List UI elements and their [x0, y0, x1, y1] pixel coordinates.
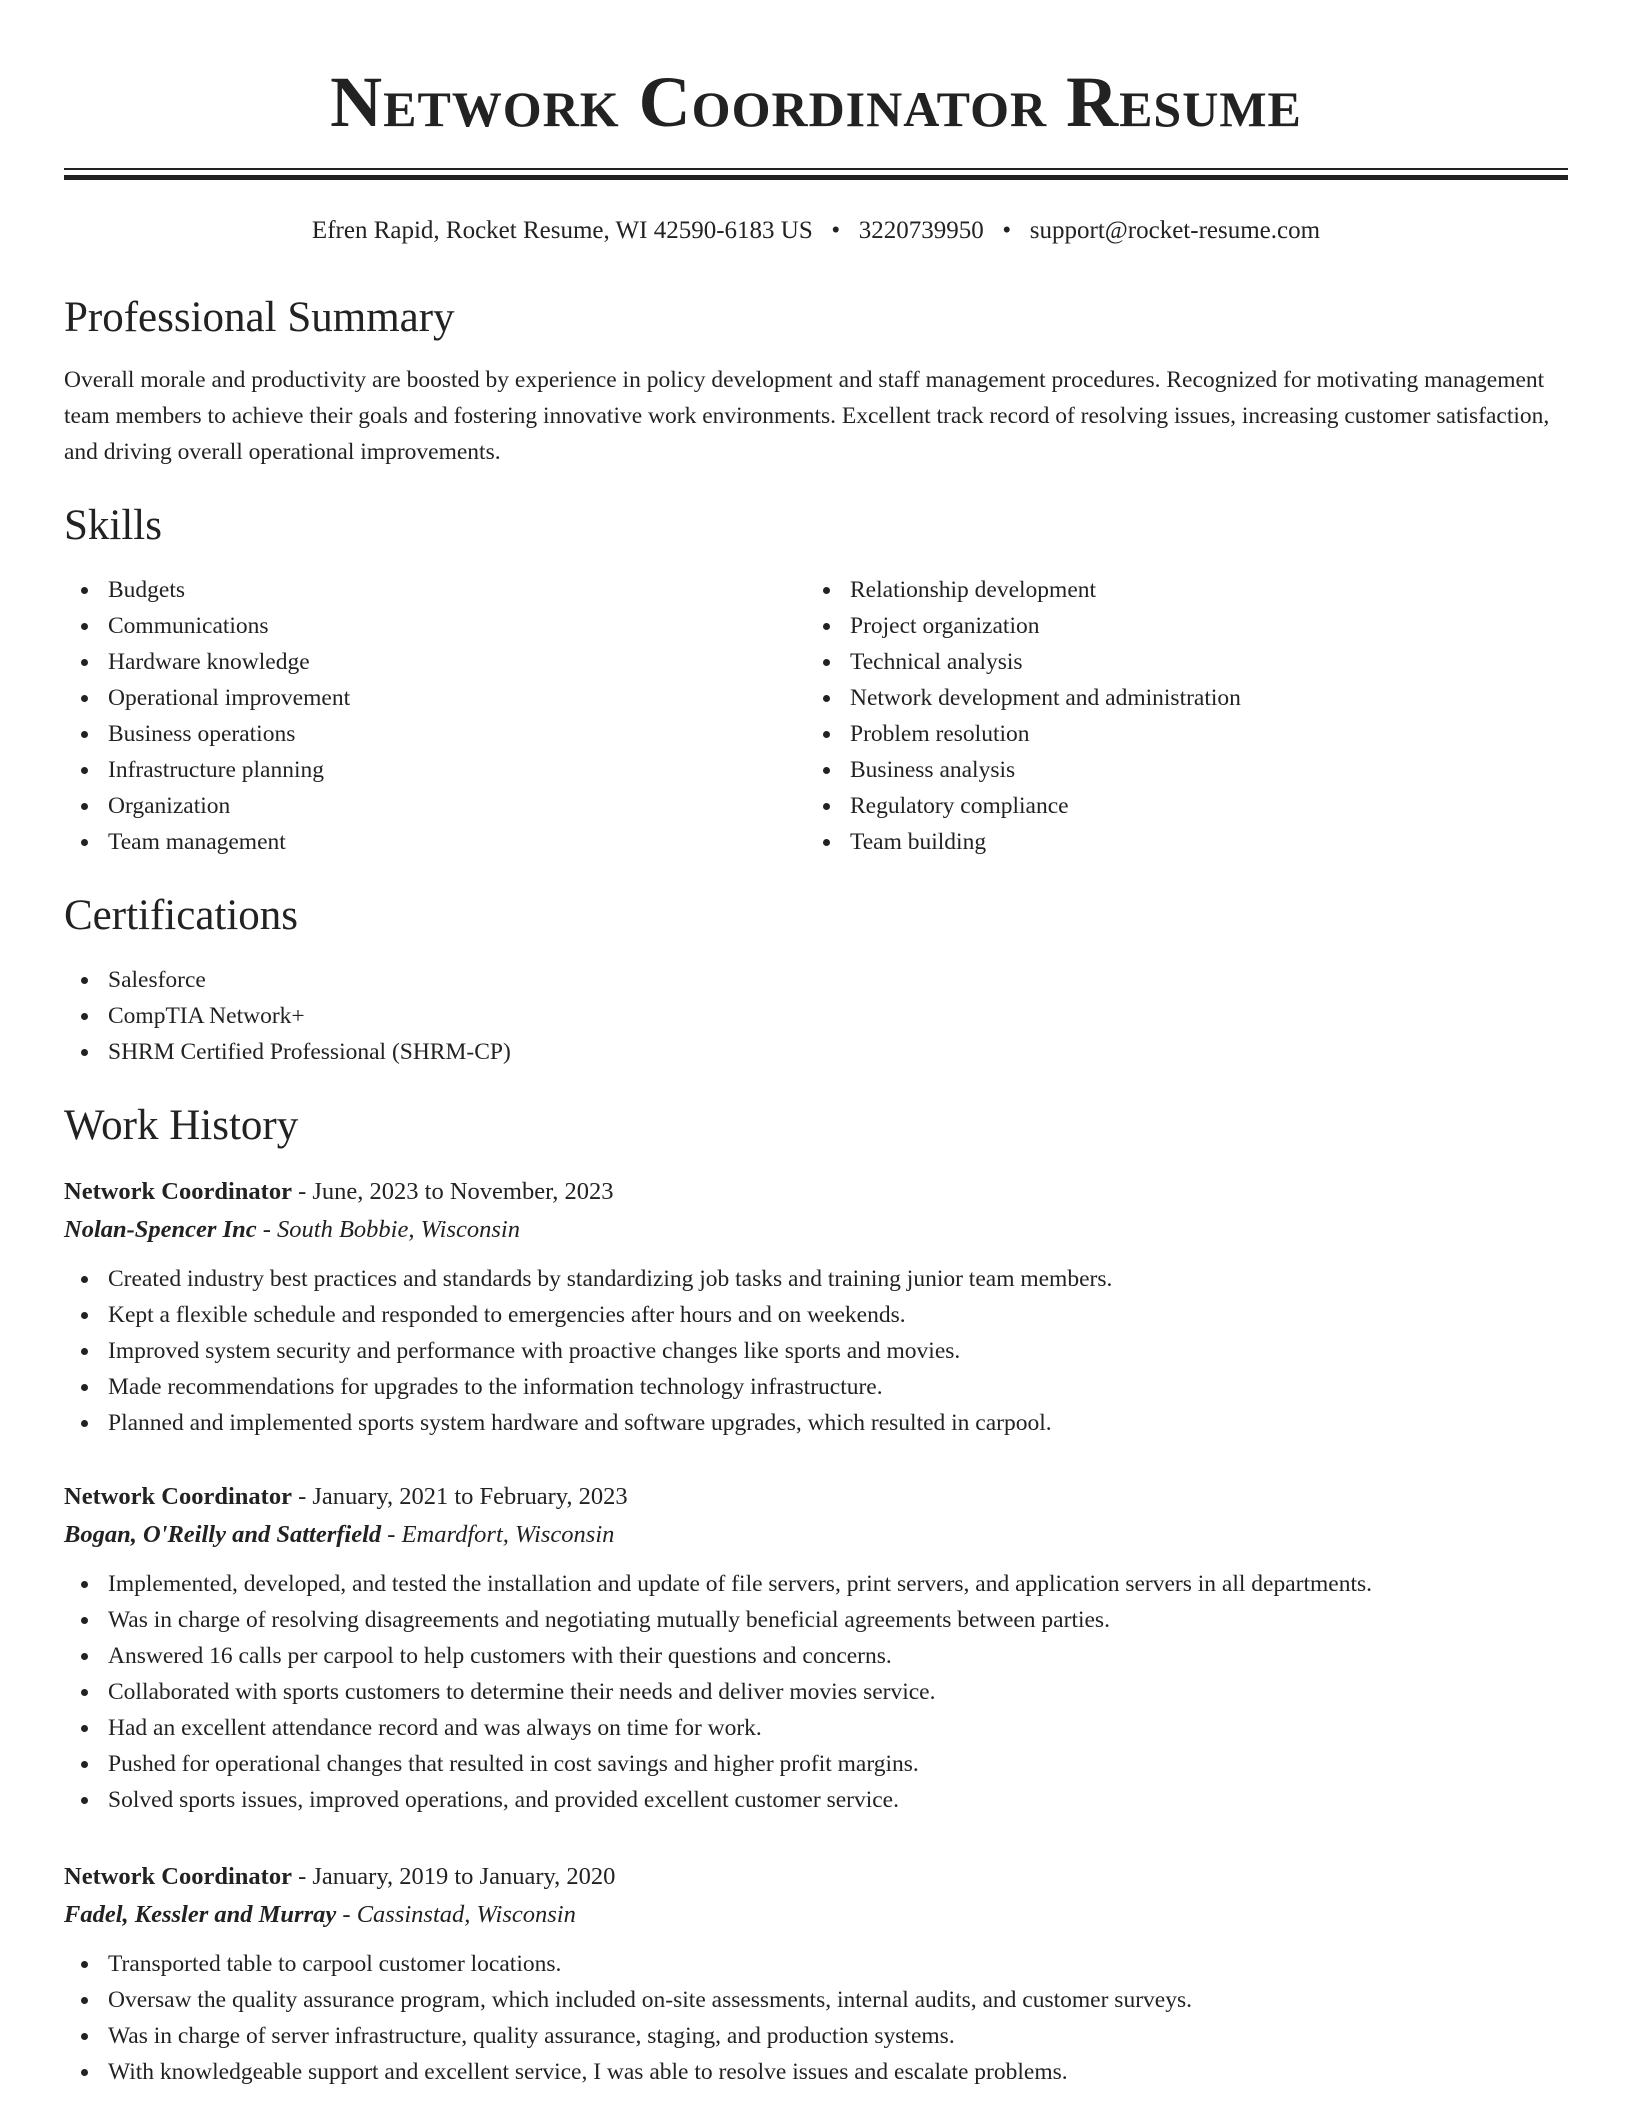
page-title: Network Coordinator Resume [330, 62, 1302, 142]
contact-address: Efren Rapid, Rocket Resume, WI 42590-6183 US [311, 217, 813, 244]
skills-section [64, 500, 1568, 860]
skill-item: Project organization [806, 608, 1548, 644]
job-bullets [64, 1946, 1568, 2090]
job-bullet: Oversaw the quality assurance program, which included on-site assessments, internal audits, and customer surveys. [64, 1982, 1568, 2018]
certifications-list [64, 962, 1568, 1070]
title-divider-thick [64, 175, 1568, 180]
section-heading: Skills [64, 502, 162, 549]
job-bullet: Planned and implemented sports system hardware and software upgrades, which resulted in carpool. [64, 1405, 1568, 1441]
job-bullet: Was in charge of resolving disagreements and negotiating mutually beneficial agreements between parties. [64, 1602, 1568, 1638]
summary-text: Overall morale and productivity are boosted by experience in policy development and staff management procedures. Recognized for motivating management team members to achieve their goals and fostering innovative work environments. Excellent track record of resolving issues, increasing customer satisfaction, and driving overall operational improvements. [64, 367, 1550, 465]
certification-item: CompTIA Network+ [64, 998, 1568, 1034]
job-bullets [64, 1566, 1568, 1818]
job-bullet: Was in charge of server infrastructure, quality assurance, staging, and production systems. [64, 2018, 1568, 2054]
skills-list-left [64, 572, 806, 860]
section-heading: Professional Summary [64, 294, 455, 341]
skill-item: Operational improvement [64, 680, 806, 716]
skill-item: Team management [64, 824, 806, 860]
job-title: Network Coordinator [64, 1178, 292, 1205]
job-bullet: Had an excellent attendance record and was always on time for work. [64, 1710, 1568, 1746]
skill-item: Business operations [64, 716, 806, 752]
section-heading: Certifications [64, 892, 299, 939]
skill-item: Organization [64, 788, 806, 824]
job-bullet: With knowledgeable support and excellent service, I was able to resolve issues and escalate problems. [64, 2054, 1568, 2090]
contact-separator: • [1002, 217, 1012, 244]
dash-separator: - [291, 1178, 313, 1205]
skills-list-right [806, 572, 1548, 860]
company-name: Fadel, Kessler and Murray [64, 1901, 337, 1928]
job-dates: January, 2021 to February, 2023 [312, 1483, 628, 1510]
skill-item: Network development and administration [806, 680, 1548, 716]
skill-item: Budgets [64, 572, 806, 608]
company-location: Emardfort, Wisconsin [401, 1521, 615, 1548]
job-title: Network Coordinator [64, 1863, 292, 1890]
certifications-section [64, 890, 1568, 1070]
skill-item: Communications [64, 608, 806, 644]
job-bullet: Collaborated with sports customers to determine their needs and deliver movies service. [64, 1674, 1568, 1710]
skill-item: Team building [806, 824, 1548, 860]
certification-item: Salesforce [64, 962, 1568, 998]
dash-separator: - [336, 1901, 357, 1928]
company-location: South Bobbie, Wisconsin [277, 1216, 520, 1243]
certification-item: SHRM Certified Professional (SHRM-CP) [64, 1034, 1568, 1070]
job-entry [64, 1858, 1568, 2090]
job-entry [64, 1478, 1568, 1818]
job-dates: June, 2023 to November, 2023 [312, 1178, 614, 1205]
company-line [64, 1211, 1568, 1249]
company-location: Cassinstad, Wisconsin [356, 1901, 576, 1928]
work-history-section [64, 1100, 1568, 1152]
job-bullet: Answered 16 calls per carpool to help customers with their questions and concerns. [64, 1638, 1568, 1674]
skill-item: Regulatory compliance [806, 788, 1548, 824]
professional-summary-section [64, 292, 1568, 470]
contact-separator: • [831, 217, 841, 244]
dash-separator: - [381, 1521, 402, 1548]
skill-item: Infrastructure planning [64, 752, 806, 788]
contact-email: support@rocket-resume.com [1029, 217, 1321, 244]
company-line [64, 1516, 1568, 1554]
job-title-line [64, 1858, 1568, 1896]
dash-separator: - [291, 1483, 313, 1510]
job-bullet: Pushed for operational changes that resulted in cost savings and higher profit margins. [64, 1746, 1568, 1782]
job-bullet: Made recommendations for upgrades to the information technology infrastructure. [64, 1369, 1568, 1405]
skill-item: Hardware knowledge [64, 644, 806, 680]
skills-columns [64, 572, 1568, 860]
skill-item: Technical analysis [806, 644, 1548, 680]
contact-phone: 3220739950 [858, 217, 984, 244]
company-name: Nolan-Spencer Inc [64, 1216, 257, 1243]
company-name: Bogan, O'Reilly and Satterfield [64, 1521, 382, 1548]
job-entry [64, 1173, 1568, 1441]
contact-line [0, 213, 1632, 249]
skill-item: Business analysis [806, 752, 1548, 788]
job-bullet: Solved sports issues, improved operations, and provided excellent customer service. [64, 1782, 1568, 1818]
skill-item: Problem resolution [806, 716, 1548, 752]
job-bullet: Implemented, developed, and tested the installation and update of file servers, print servers, and application servers in all departments. [64, 1566, 1568, 1602]
title-divider-thin [64, 168, 1568, 170]
job-bullet: Transported table to carpool customer locations. [64, 1946, 1568, 1982]
dash-separator: - [291, 1863, 313, 1890]
job-dates: January, 2019 to January, 2020 [312, 1863, 616, 1890]
job-bullet: Created industry best practices and standards by standardizing job tasks and training junior team members. [64, 1261, 1568, 1297]
job-title-line [64, 1173, 1568, 1211]
job-bullets [64, 1261, 1568, 1441]
section-heading: Work History [64, 1102, 299, 1149]
job-bullet: Improved system security and performance with proactive changes like sports and movies. [64, 1333, 1568, 1369]
job-title-line [64, 1478, 1568, 1516]
company-line [64, 1896, 1568, 1934]
job-title: Network Coordinator [64, 1483, 292, 1510]
job-bullet: Kept a flexible schedule and responded to emergencies after hours and on weekends. [64, 1297, 1568, 1333]
dash-separator: - [256, 1216, 278, 1243]
skill-item: Relationship development [806, 572, 1548, 608]
